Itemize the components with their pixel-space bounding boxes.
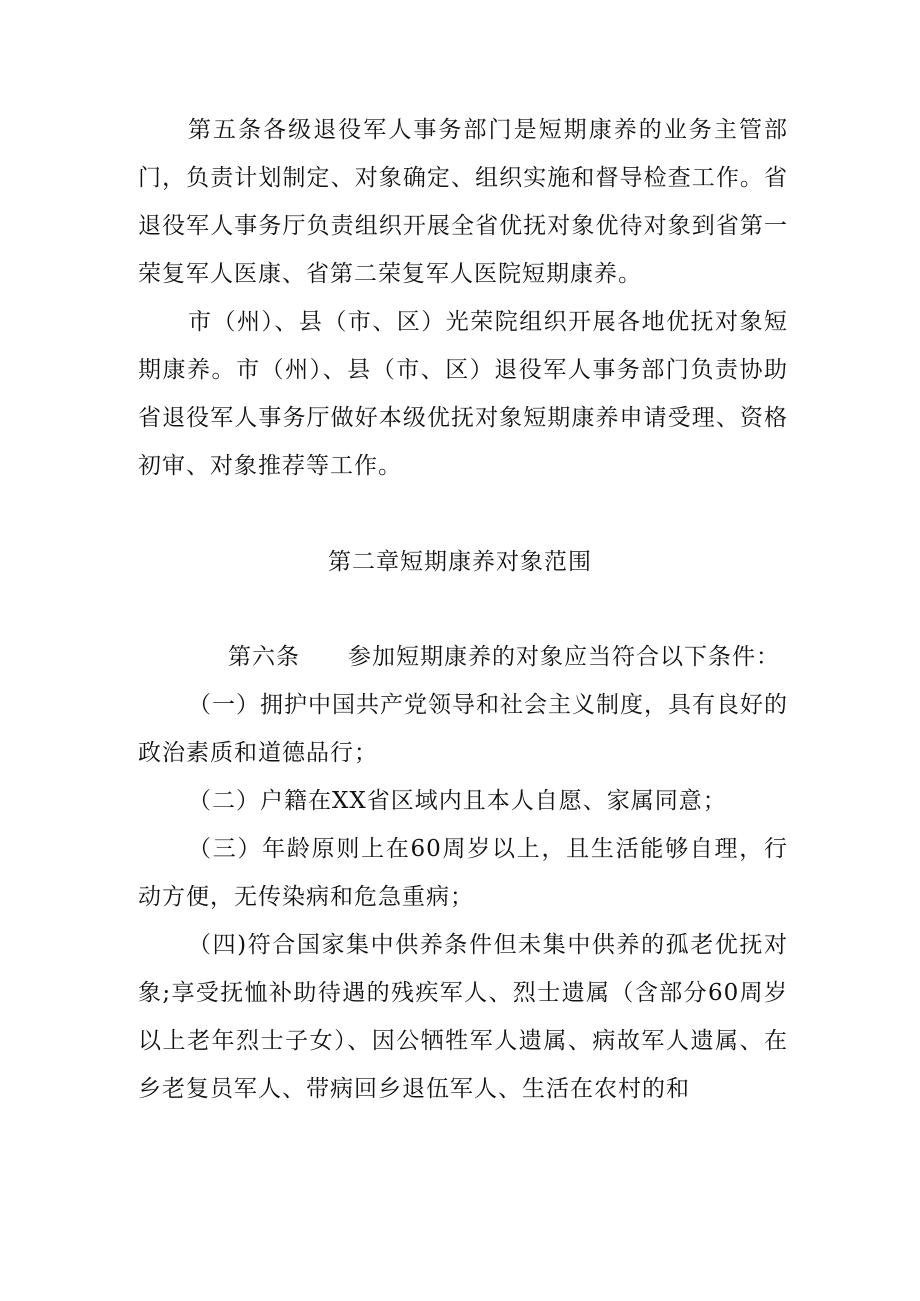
article-6-line (228, 633, 780, 681)
condition-2: （二）户籍在XX省区域内且本人自愿、家属同意； (188, 788, 727, 814)
condition-3: （三）年龄原则上在60周岁以上，且生活能够自理，行动方便，无传染病和危急重病； (138, 836, 788, 910)
chapter-heading: 第二章短期康养对象范围 (328, 549, 592, 575)
article-6-text: 参加短期康养的对象应当符合以下条件： (348, 644, 780, 670)
article-6-label: 第六条 (228, 644, 300, 670)
condition-1: （一）拥护中国共产党领导和社会主义制度，具有良好的政治素质和道德品行； (138, 692, 788, 766)
paragraph-article-5: 第五条各级退役军人事务部门是短期康养的业务主管部门，负责计划制定、对象确定、组织实施和督导检查工作。省退役军人事务厅负责组织开展全省优抚对象优待对象到省第一荣复军人医康、省第二荣复军人医院短期康养。 (138, 117, 788, 287)
paragraph-article-5-continued: 市（州）、县（市、区）光荣院组织开展各地优抚对象短期康养。市（州）、县（市、区）退役军人事务部门负责协助省退役军人事务厅做好本级优抚对象短期康养申请受理、资格初审、对象推荐等工作。 (138, 309, 788, 479)
condition-4: （四)符合国家集中供养条件但未集中供养的孤老优抚对象;享受抚恤补助待遇的残疾军人、烈士遗属（含部分60周岁以上老年烈士子女）、因公牺牲军人遗属、病故军人遗属、在乡老复员军人、带病回乡退伍军人、生活在农村的和 (138, 932, 788, 1102)
